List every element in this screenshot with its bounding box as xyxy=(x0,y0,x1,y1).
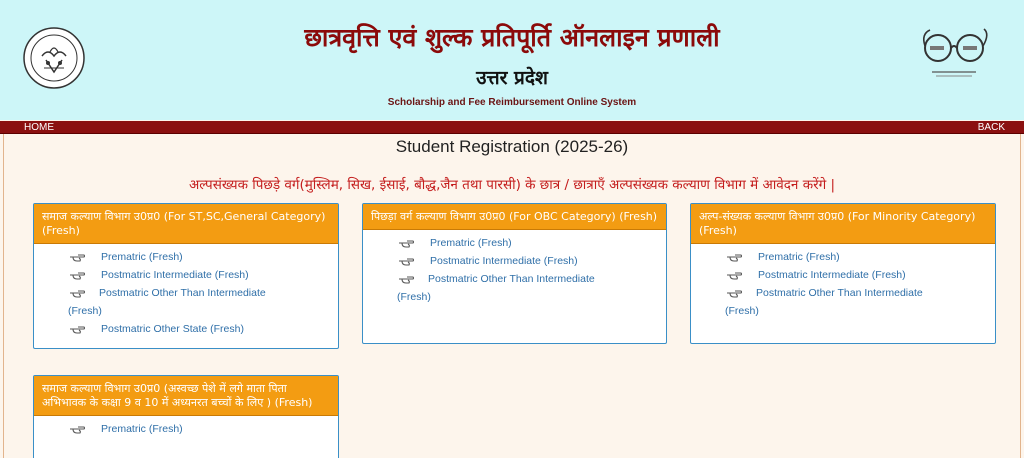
link-postmatric-other[interactable]: Postmatric Other Than Intermediate (Fresh) xyxy=(725,287,923,317)
pointing-hand-icon xyxy=(726,253,742,262)
panel-backward-class-welfare xyxy=(362,203,667,344)
page-title: Student Registration (2025-26) xyxy=(395,137,629,156)
panel-title: समाज कल्याण विभाग उ0प्र0 (अस्वच्छ पेशे में लगे माता पिता अभिभावक के कक्षा 9 व 10 में अध्यनरत बच्चों के लिए ) (Fresh) xyxy=(34,376,338,416)
link-postmatric-intermediate[interactable]: Postmatric Intermediate (Fresh) xyxy=(363,252,666,270)
pointing-hand-icon xyxy=(69,325,85,334)
link-postmatric-other[interactable]: Postmatric Other Than Intermediate (Fresh) xyxy=(397,273,595,303)
link-postmatric-other-state[interactable]: Postmatric Other State (Fresh) xyxy=(34,320,338,338)
minority-notice: अल्पसंख्यक पिछड़े वर्ग(मुस्लिम, सिख, ईसाई, बौद्ध,जैन तथा पारसी) के छात्र / छात्राएँ अल्पसंख्यक कल्याण विभाग में आवेदन करेंगे | xyxy=(188,177,836,193)
panel-social-welfare-unclean-occupation xyxy=(33,375,339,458)
pointing-hand-icon xyxy=(398,239,414,248)
pointing-hand-icon xyxy=(69,289,85,298)
state-name-hindi: उत्तर प्रदेश xyxy=(476,67,548,89)
back-link[interactable]: BACK xyxy=(977,122,1005,133)
link-postmatric-other[interactable]: Postmatric Other Than Intermediate (Fresh) xyxy=(68,287,266,317)
panel-social-welfare xyxy=(33,203,339,349)
link-postmatric-intermediate[interactable]: Postmatric Intermediate (Fresh) xyxy=(691,266,995,284)
home-link[interactable]: HOME xyxy=(24,122,54,133)
link-postmatric-intermediate[interactable]: Postmatric Intermediate (Fresh) xyxy=(34,266,338,284)
pointing-hand-icon xyxy=(726,289,742,298)
pointing-hand-icon xyxy=(69,425,85,434)
portal-title-hindi: छात्रवृत्ति एवं शुल्क प्रतिपूर्ति ऑनलाइन प्रणाली xyxy=(304,23,720,52)
link-prematric[interactable]: Prematric (Fresh) xyxy=(363,234,666,252)
site-header xyxy=(0,0,1024,120)
panel-title: समाज कल्याण विभाग उ0प्र0 (For ST,SC,General Category) (Fresh) xyxy=(34,204,338,244)
link-prematric[interactable]: Prematric (Fresh) xyxy=(34,248,338,266)
portal-title-english: Scholarship and Fee Reimbursement Online System xyxy=(387,97,637,108)
panel-title: पिछड़ा वर्ग कल्याण विभाग उ0प्र0 (For OBC Category) (Fresh) xyxy=(363,204,666,230)
link-prematric[interactable]: Prematric (Fresh) xyxy=(34,420,338,438)
swachh-bharat-glasses-icon xyxy=(918,24,996,84)
top-navbar xyxy=(0,121,1024,134)
link-prematric[interactable]: Prematric (Fresh) xyxy=(691,248,995,266)
pointing-hand-icon xyxy=(398,275,414,284)
panel-minority-welfare xyxy=(690,203,996,344)
pointing-hand-icon xyxy=(398,257,414,266)
pointing-hand-icon xyxy=(69,271,85,280)
panel-title: अल्प-संख्यक कल्याण विभाग उ0प्र0 (For Minority Category) (Fresh) xyxy=(691,204,995,244)
pointing-hand-icon xyxy=(69,253,85,262)
pointing-hand-icon xyxy=(726,271,742,280)
